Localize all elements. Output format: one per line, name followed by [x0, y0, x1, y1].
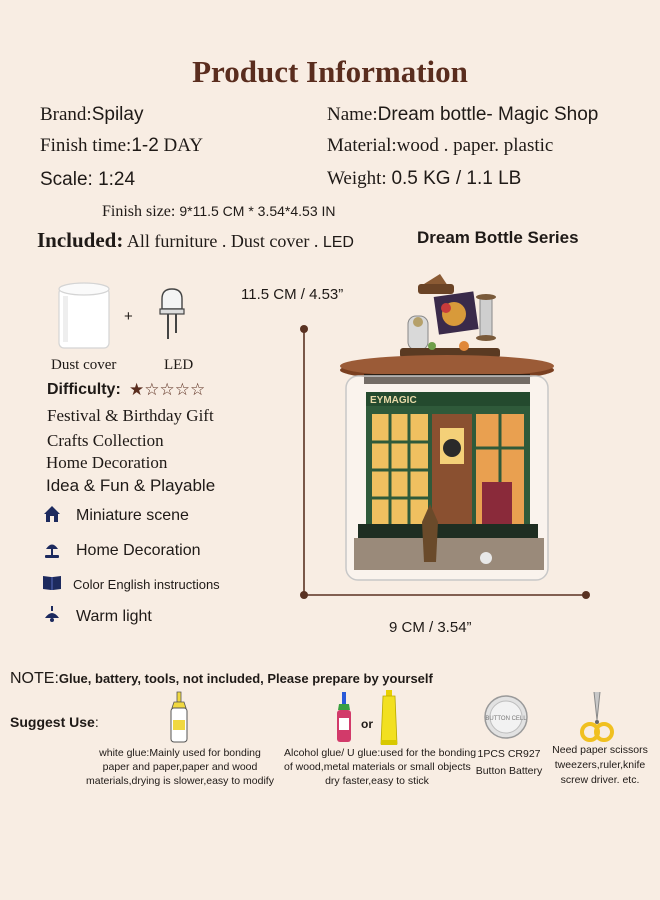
battery-icon: [483, 694, 529, 745]
note-prefix: NOTE:: [10, 670, 59, 687]
weight-value: 0.5 KG / 1.1 LB: [391, 168, 522, 189]
suggest-use-colon: :: [94, 714, 99, 730]
dust-cover-image: [57, 280, 111, 352]
weight-label: Weight:: [327, 168, 387, 189]
spec-included: [37, 228, 354, 253]
difficulty-label: Difficulty:: [47, 381, 121, 398]
brand-value: Spilay: [91, 104, 144, 125]
feature-home-decoration: Home Decoration: [76, 542, 201, 559]
dust-cover-label: Dust cover: [51, 357, 117, 373]
u-glue-tube-icon: [380, 690, 398, 751]
ceiling-light-icon: [42, 605, 62, 630]
feature-item: Home Decoration: [46, 453, 168, 472]
description-line: of wood,metal materials or small objects: [284, 761, 471, 773]
description-line: Need paper scissors: [552, 744, 648, 756]
lamp-icon: [42, 540, 62, 565]
description-line: tweezers,ruler,knife: [554, 759, 646, 771]
width-dimension-label: 9 CM / 3.54”: [389, 619, 472, 636]
battery-imprint: BUTTON CELL: [485, 716, 527, 722]
included-label: Included:: [37, 228, 124, 252]
product-image: [336, 272, 558, 584]
finish-time-unit: DAY: [158, 135, 203, 156]
or-label: or: [361, 717, 373, 731]
alcohol-glue-description: [284, 746, 477, 788]
spec-name: [327, 104, 598, 126]
house-icon: [42, 504, 62, 529]
book-icon: [42, 574, 62, 597]
alcohol-glue-bottle-icon: [334, 690, 354, 749]
name-value: Dream bottle- Magic Shop: [377, 104, 599, 125]
star-filled-icon: ★: [129, 380, 145, 399]
included-led: LED: [322, 234, 354, 251]
finish-size-value: 9*11.5 CM * 3.54*4.53 IN: [179, 203, 336, 219]
scissors-icon: [580, 690, 614, 749]
suggest-use-label: Suggest Use: [10, 714, 95, 730]
feature-item: Festival & Birthday Gift: [47, 406, 214, 425]
description-line: Alcohol glue/ U glue:used for the bonding: [284, 747, 477, 759]
star-empty-icon: ☆: [190, 380, 206, 399]
included-value: All furniture . Dust cover .: [126, 231, 319, 251]
plus-sign: +: [124, 308, 133, 325]
battery-description: [472, 746, 546, 780]
name-label: Name:: [327, 104, 378, 125]
description-line: materials,drying is slower,easy to modify: [86, 775, 274, 787]
tools-description: [550, 743, 650, 788]
white-glue-bottle-icon: [168, 690, 190, 749]
spec-brand: [40, 104, 143, 126]
note: [10, 670, 433, 688]
star-empty-icon: ☆: [174, 380, 190, 399]
spec-material: Material:wood . paper. plastic: [327, 135, 554, 156]
description-line: Button Battery: [475, 765, 543, 777]
suggest-use: [10, 714, 99, 730]
description-line: white glue:Mainly used for bonding: [99, 747, 261, 759]
description-line: screw driver. etc.: [560, 774, 640, 786]
feature-miniature-scene: Miniature scene: [76, 507, 189, 524]
feature-item: Idea & Fun & Playable: [46, 476, 216, 495]
led-image: [155, 287, 189, 343]
spec-weight: [327, 168, 521, 190]
spec-finish-size: [102, 203, 336, 221]
white-glue-description: [84, 746, 276, 788]
description-line: dry faster,easy to stick: [325, 775, 429, 787]
series-name: Dream Bottle Series: [417, 228, 579, 247]
finish-size-label: Finish size:: [102, 203, 176, 220]
note-text: Glue, battery, tools, not included, Please prepare by yourself: [58, 671, 433, 686]
difficulty-stars: [129, 381, 205, 400]
feature-warm-light: Warm light: [76, 608, 152, 625]
star-empty-icon: ☆: [144, 380, 160, 399]
description-line: paper and paper,paper and wood: [102, 761, 258, 773]
finish-time-value: 1-2: [131, 135, 159, 156]
finish-time-label: Finish time:: [40, 135, 132, 156]
led-label: LED: [164, 357, 194, 373]
description-line: 1PCS CR927: [477, 748, 541, 760]
feature-color-instructions: Color English instructions: [73, 577, 220, 592]
shop-sign: EYMAGIC: [370, 395, 417, 406]
height-dimension-label: 11.5 CM / 4.53”: [241, 286, 344, 303]
feature-item: Crafts Collection: [47, 431, 164, 450]
brand-label: Brand:: [40, 104, 92, 125]
star-empty-icon: ☆: [159, 380, 175, 399]
spec-scale: Scale: 1:24: [40, 169, 136, 190]
spec-finish-time: [40, 135, 203, 157]
page-title: Product Information: [192, 54, 468, 89]
